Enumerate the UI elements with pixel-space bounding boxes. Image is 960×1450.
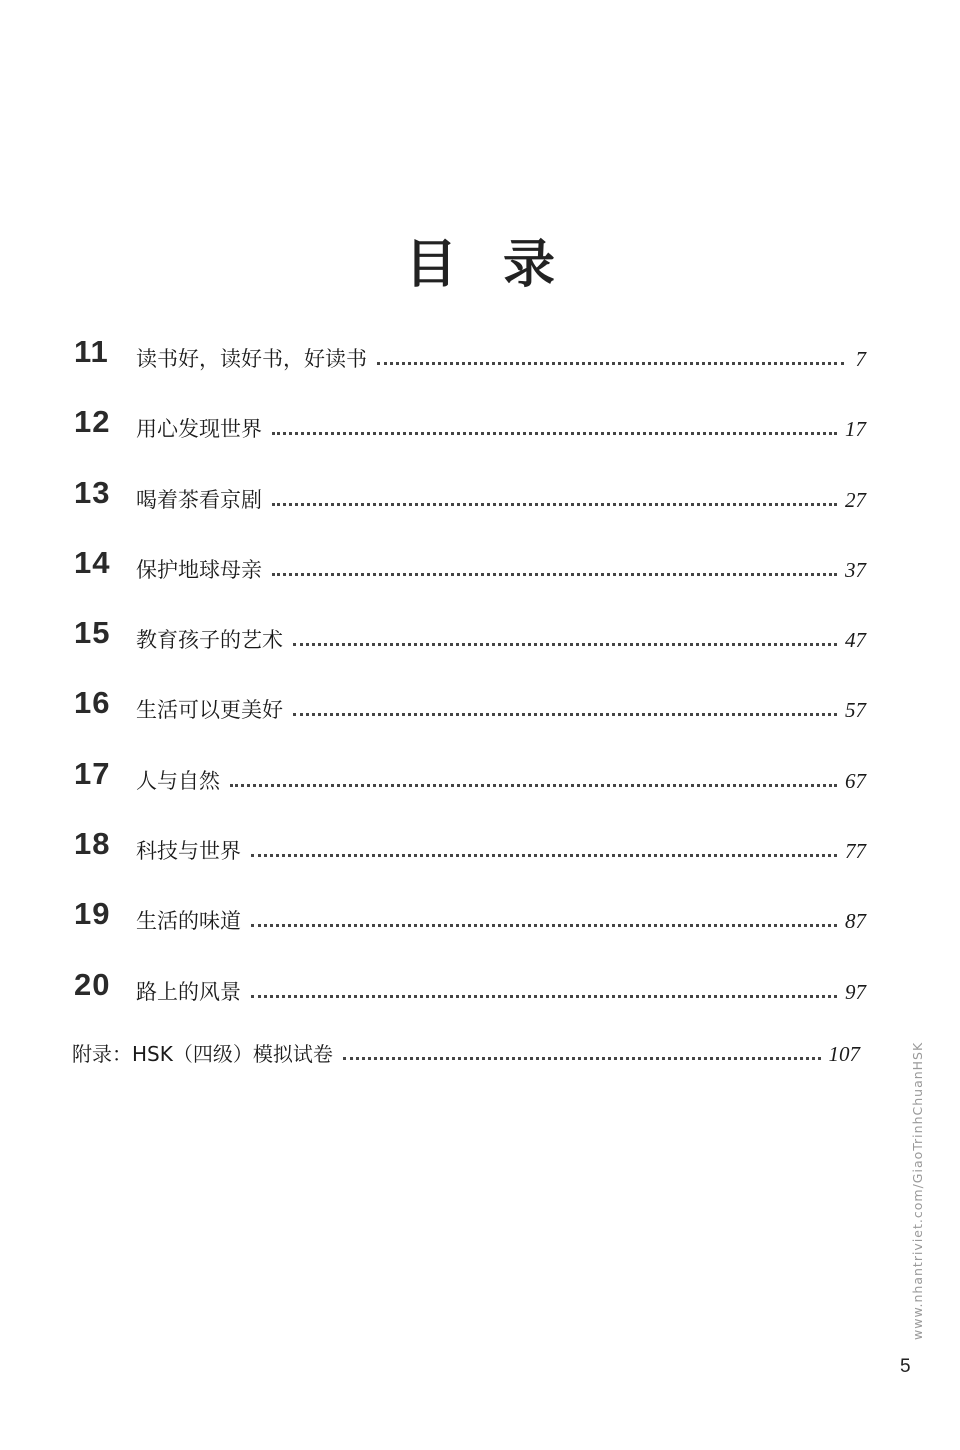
toc-entry[interactable] [74, 400, 866, 470]
lesson-number: 13 [74, 474, 111, 510]
leader-dots [377, 361, 844, 365]
appendix-title: 附录：HSK（四级）模拟试卷 [72, 1042, 333, 1066]
page-number: 87 [845, 909, 866, 934]
lesson-number: 20 [74, 966, 111, 1002]
page-number: 107 [828, 1042, 860, 1066]
toc-entry[interactable] [74, 330, 866, 400]
toc-entry[interactable] [74, 963, 866, 1033]
page-title: 目录 [404, 235, 601, 295]
toc-entry[interactable] [74, 752, 866, 822]
page-number: 7 [855, 347, 866, 371]
leader-dots [251, 923, 837, 927]
lesson-title: 路上的风景 [136, 979, 241, 1004]
lesson-title: 用心发现世界 [136, 417, 262, 442]
leader-dots [293, 642, 837, 646]
page-number: 77 [845, 839, 866, 864]
lesson-number: 12 [74, 404, 111, 440]
folio-number: 5 [900, 1356, 911, 1377]
page-number: 57 [845, 698, 866, 723]
page-number: 27 [845, 487, 866, 512]
toc-entry[interactable] [74, 681, 866, 751]
toc-list [74, 330, 866, 1033]
page-number: 37 [845, 557, 866, 582]
leader-dots [272, 502, 837, 506]
page-number: 47 [845, 628, 866, 653]
lesson-number: 16 [74, 685, 111, 721]
toc-entry[interactable] [74, 822, 866, 892]
lesson-title: 教育孩子的艺术 [136, 628, 283, 653]
page-number: 17 [845, 417, 866, 442]
lesson-title: 喝着茶看京剧 [136, 487, 262, 512]
leader-dots [230, 783, 837, 787]
lesson-number: 11 [74, 334, 109, 369]
lesson-number: 19 [74, 896, 111, 932]
toc-entry[interactable] [74, 471, 866, 541]
toc-appendix-entry[interactable] [72, 1033, 860, 1069]
watermark-url: www.nhantriviet.com/GiaoTrinhChuanHSK [910, 1041, 925, 1340]
lesson-number: 17 [74, 755, 111, 791]
page-number: 97 [845, 979, 866, 1004]
leader-dots [343, 1056, 821, 1060]
lesson-title: 科技与世界 [136, 839, 241, 864]
toc-entry[interactable] [74, 541, 866, 611]
leader-dots [251, 853, 837, 857]
leader-dots [272, 572, 837, 576]
lesson-number: 18 [74, 826, 111, 862]
lesson-number: 15 [74, 615, 111, 651]
leader-dots [251, 994, 837, 998]
lesson-title: 读书好，读好书，好读书 [136, 347, 367, 371]
toc-entry[interactable] [74, 611, 866, 681]
toc-entry[interactable] [74, 892, 866, 962]
lesson-number: 14 [74, 544, 111, 580]
lesson-title: 人与自然 [136, 768, 220, 793]
leader-dots [272, 431, 837, 435]
lesson-title: 生活的味道 [136, 909, 241, 934]
page-number: 67 [845, 768, 866, 793]
lesson-title: 生活可以更美好 [136, 698, 283, 723]
lesson-title: 保护地球母亲 [136, 557, 262, 582]
leader-dots [293, 712, 837, 716]
